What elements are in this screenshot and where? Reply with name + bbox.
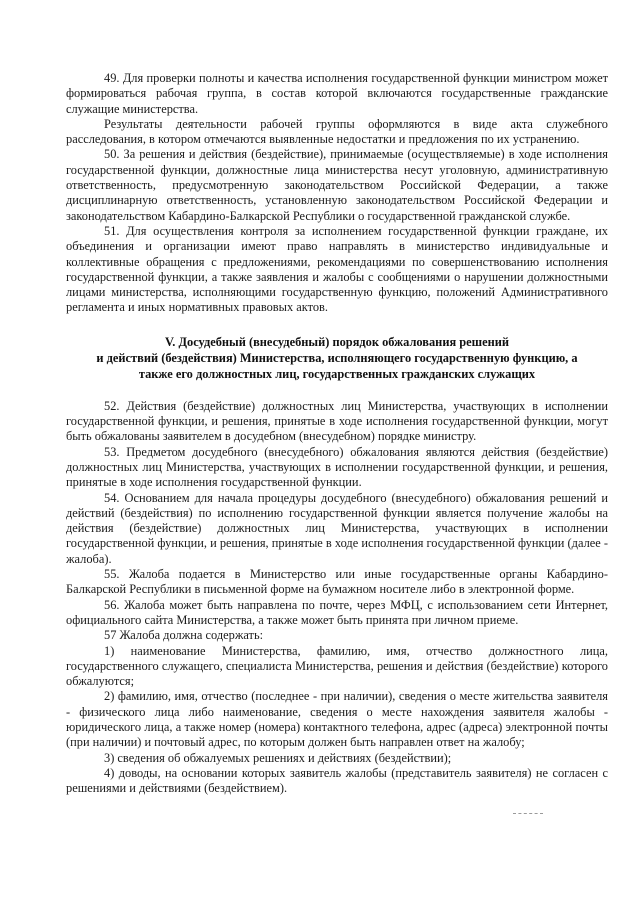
section-heading-line-1: V. Досудебный (внесудебный) порядок обжалования решений bbox=[164, 334, 510, 349]
paragraph-52: 52. Действия (бездействие) должностных лиц Министерства, участвующих в исполнении государственной функции, и решения, принятые в ходе исполнения государственной функции, могут быть обжалованы заявителем в досудебном (внесудебном) порядке министру. bbox=[66, 398, 608, 444]
section-heading-line-2: и действий (бездействия) Министерства, исполняющего государственную функцию, а bbox=[96, 350, 578, 365]
paragraph-53: 53. Предметом досудебного (внесудебного) обжалования являются действия (бездействие) должностных лиц Министерства, участвующих в исполнении государственной функции, и решения, принятые в ходе исполнения государственной функции. bbox=[66, 444, 608, 490]
paragraph-55: 55. Жалоба подается в Министерство или иные государственные органы Кабардино-Балкарской Республики в письменной форме на бумажном носителе либо в электронной форме. bbox=[66, 567, 608, 597]
list-item-2: 2) фамилию, имя, отчество (последнее - при наличии), сведения о месте жительства заявителя - физического лица либо наименование, сведения о месте нахождения заявителя жалобы - юридического лица, а также номер (номера) контактного телефона, адрес (адреса) электронной почты (при наличии) и почтовый адрес, по которым должен быть направлен ответ на жалобу; bbox=[66, 689, 608, 750]
scan-artifact-line bbox=[513, 813, 543, 814]
paragraph-49-results: Результаты деятельности рабочей группы оформляются в виде акта служебного расследования, в котором отмечаются выявленные недостатки и предложения по их устранению. bbox=[66, 116, 608, 147]
paragraph-50: 50. За решения и действия (бездействие), принимаемые (осуществляемые) в ходе исполнения государственной функции, должностные лица министерства несут уголовную, административную ответственность, предусмотренную законодательством Российской Федерации, а также дисциплинарную ответственность, установленную законодательством Российской Федерации и законодательством Кабардино-Балкарской Республики о государственной гражданской службе. bbox=[66, 147, 608, 223]
document-body bbox=[66, 71, 608, 796]
list-item-3: 3) сведения об обжалуемых решениях и действиях (бездействии); bbox=[104, 750, 452, 765]
paragraph-51: 51. Для осуществления контроля за исполнением государственной функции граждане, их объединения и организации имеют право направлять в министерство индивидуальные и коллективные обращения с предложениями, рекомендациями по совершенствованию исполнения государственной функции, а также заявления и жалобы с сообщениями о нарушении должностными лицами министерства, исполняющими государственную функцию, положений Административного регламента и иных нормативных правовых актов. bbox=[66, 223, 608, 315]
paragraph-57: 57 Жалоба должна содержать: bbox=[104, 628, 264, 643]
paragraph-56: 56. Жалоба может быть направлена по почте, через МФЦ, с использованием сети Интернет, официального сайта Министерства, а также может быть принята при личном приеме. bbox=[66, 597, 608, 627]
paragraph-54: 54. Основанием для начала процедуры досудебного (внесудебного) обжалования решений и действий (бездействия) по исполнению государственной функции является получение жалобы на действия (бездействие) должностных лиц Министерства, участвующих в исполнении государственной функции, и решения, принятые в ходе исполнения государственной функции (далее - жалоба). bbox=[66, 490, 608, 566]
section-v-heading bbox=[66, 334, 608, 382]
section-heading-line-3: также его должностных лиц, государственных гражданских служащих bbox=[138, 366, 536, 381]
list-item-4: 4) доводы, на основании которых заявитель жалобы (представитель заявителя) не согласен с решениями и действиями (бездействием). bbox=[66, 765, 608, 796]
paragraph-49: 49. Для проверки полноты и качества исполнения государственной функции министром может формироваться рабочая группа, в состав которой включаются государственные гражданские служащие министерства. bbox=[66, 71, 608, 116]
list-item-1: 1) наименование Министерства, фамилию, имя, отчество должностного лица, государственного служащего, специалиста Министерства, решения и действия (бездействие) которого обжалуются; bbox=[66, 643, 608, 689]
